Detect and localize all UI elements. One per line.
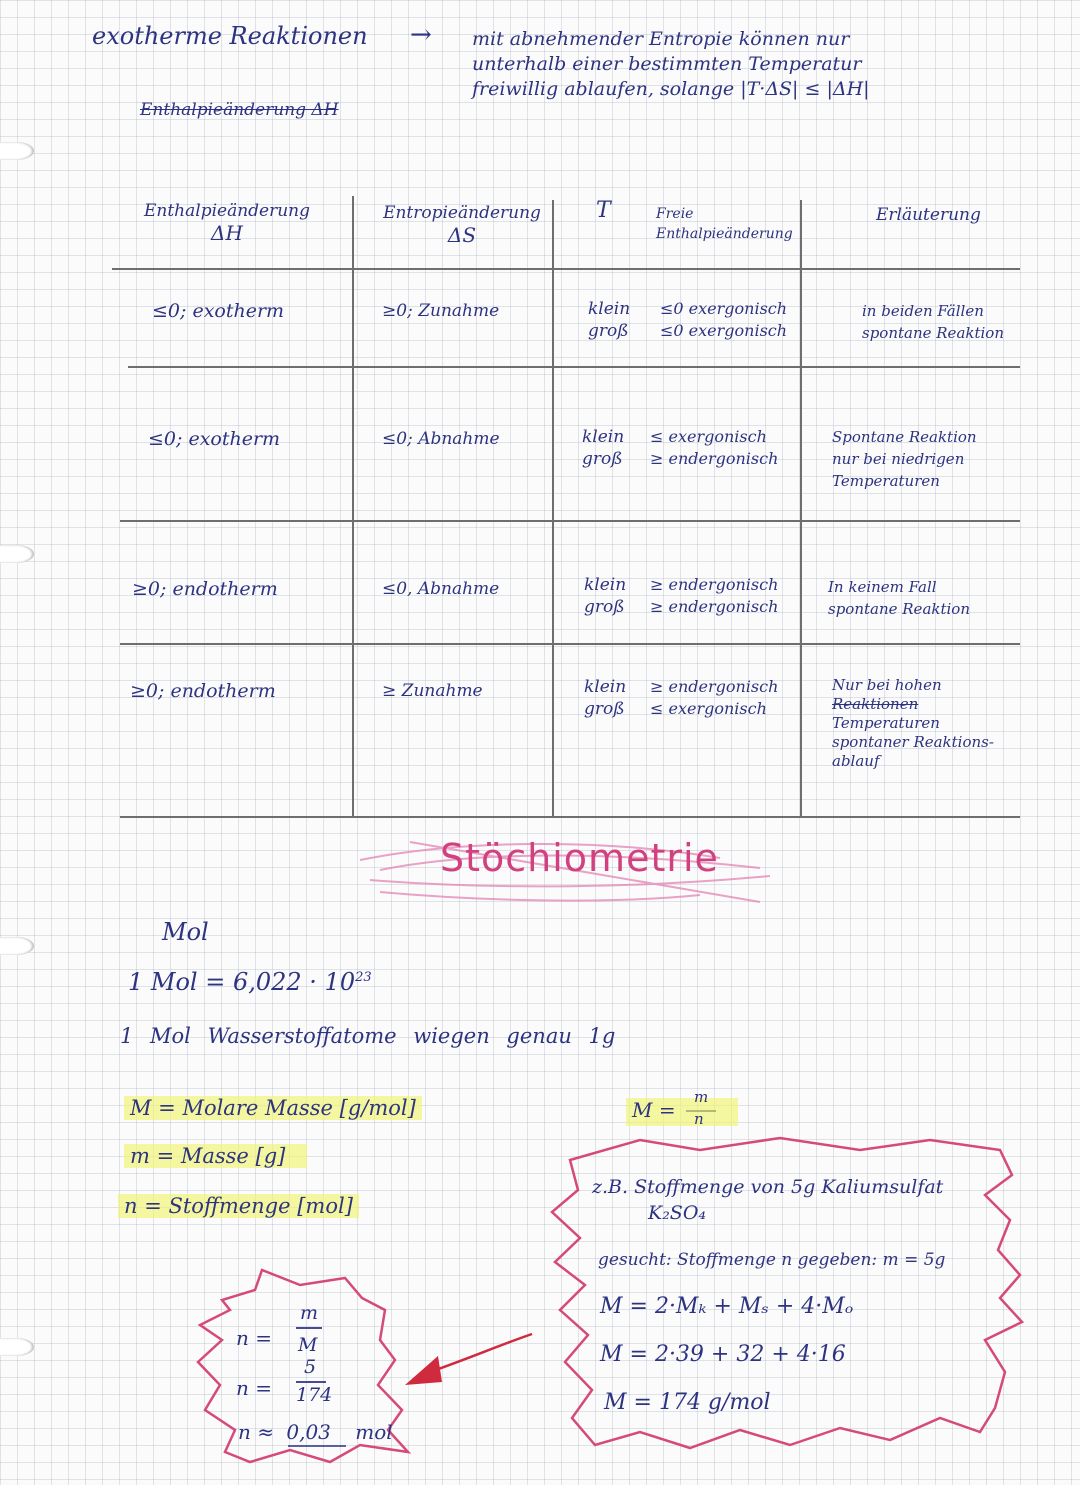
calc-right-formula: K₂SO₄ xyxy=(648,1202,707,1224)
row2-ds: ≤0; Abnahme xyxy=(382,429,500,449)
row4-ds: ≥ Zunahme xyxy=(382,681,483,701)
note-line-3: freiwillig ablaufen, solange |T·ΔS| ≤ |ΔH| xyxy=(472,78,870,100)
row3-t: klein groß xyxy=(584,575,627,617)
crossed-out-text: Enthalpieänderung ΔH xyxy=(140,100,339,120)
row3-ds: ≤0, Abnahme xyxy=(382,579,500,599)
row1-dg: ≤0 exergonisch ≤0 exergonisch xyxy=(660,299,788,340)
header-free-enthalpy: Freie Enthalpieänderung xyxy=(656,206,793,242)
row1-t: klein groß xyxy=(588,299,631,341)
row3-note: In keinem Fall spontane Reaktion xyxy=(828,578,970,618)
row4-t: klein groß xyxy=(584,677,627,719)
header-enthalpy: Enthalpieänderung ΔH xyxy=(143,201,311,245)
row4-dh: ≥0; endotherm xyxy=(130,680,276,702)
heading-exotherme-reaktionen: exotherme Reaktionen xyxy=(92,22,368,50)
calc-right-line3: gesucht: Stoffmenge n gegeben: m = 5g xyxy=(598,1250,946,1270)
calc-left-den1: M xyxy=(298,1334,318,1356)
row2-note: Spontane Reaktion nur bei niedrigen Temperaturen xyxy=(832,428,977,490)
row1-note: in beiden Fällen spontane Reaktion xyxy=(862,302,1004,342)
calc-right-line5: M = 2·39 + 32 + 4·16 xyxy=(600,1342,846,1367)
calc-right-line4: M = 2·Mₖ + Mₛ + 4·Mₒ xyxy=(600,1294,854,1319)
arrow-icon: → xyxy=(410,20,432,50)
mol-fact: 1 Mol Wasserstoffatome wiegen genau 1g xyxy=(120,1024,616,1048)
mol-definition: 1 Mol = $6,022 \cdot 10^{23}$ xyxy=(128,968,372,996)
calc-left-num2: 5 xyxy=(304,1356,317,1378)
row3-dh: ≥0; endotherm xyxy=(132,578,278,600)
def-mass: m = Masse [g] xyxy=(124,1144,307,1168)
def-molar-mass: M = Molare Masse [g/mol] xyxy=(124,1096,422,1120)
row1-dh: ≤0; exotherm xyxy=(152,300,285,322)
note-line-2: unterhalb einer bestimmten Temperatur xyxy=(472,53,862,75)
calc-left-den2: 174 xyxy=(296,1384,333,1406)
section-title: Stöchiometrie xyxy=(440,836,719,880)
calc-left-result: n ≈ 0,03 mol xyxy=(238,1420,393,1444)
pointer-line xyxy=(430,1334,532,1372)
pointer-arrowhead xyxy=(405,1356,442,1385)
calc-left-num1: m xyxy=(300,1302,319,1324)
formula-molar-mass: M = m n xyxy=(626,1098,738,1126)
row2-t: klein groß xyxy=(582,427,625,469)
calc-right-line6: M = 174 g/mol xyxy=(604,1390,771,1415)
row2-dh: ≤0; exotherm xyxy=(148,428,281,450)
calc-left-n2: n = xyxy=(236,1376,272,1400)
row3-dg: ≥ endergonisch ≥ endergonisch xyxy=(650,575,779,616)
header-entropy: Entropieänderung ΔS xyxy=(383,203,541,247)
mol-label: Mol xyxy=(162,918,209,946)
note-line-1: mit abnehmender Entropie können nur xyxy=(472,28,850,50)
row1-ds: ≥0; Zunahme xyxy=(382,301,500,321)
row4-note: Nur bei hohen Reaktionen Temperaturen spontaner Reaktions- ablauf xyxy=(832,676,994,770)
row4-dg: ≥ endergonisch ≤ exergonisch xyxy=(650,677,779,718)
header-temperature: T xyxy=(596,198,611,223)
header-explanation: Erläuterung xyxy=(876,205,981,225)
calc-left-n1: n = xyxy=(236,1326,272,1350)
calc-right-line1: z.B. Stoffmenge von 5g Kaliumsulfat xyxy=(592,1176,944,1198)
row2-dg: ≤ exergonisch ≥ endergonisch xyxy=(650,427,779,468)
def-amount: n = Stoffmenge [mol] xyxy=(118,1194,359,1218)
